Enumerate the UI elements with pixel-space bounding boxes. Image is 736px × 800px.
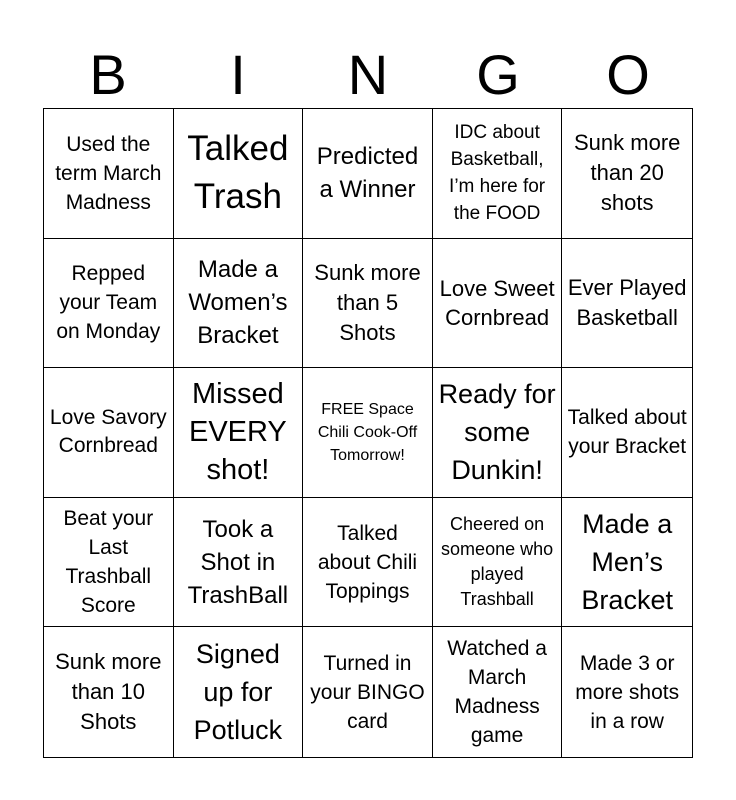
cell-label: Cheered on someone who played Trashball	[441, 514, 554, 610]
cell-label: Ever Played Basketball	[567, 274, 687, 330]
header-letter-b: B	[89, 43, 127, 106]
bingo-cell-b3[interactable]	[44, 368, 174, 498]
bingo-cell-b1[interactable]	[44, 109, 174, 239]
cell-label: Love Savory Cornbread	[49, 406, 167, 458]
bingo-cell-g3[interactable]	[433, 368, 563, 498]
bingo-cell-n1[interactable]	[303, 109, 433, 239]
cell-label: Missed EVERY shot!	[188, 378, 287, 487]
bingo-cell-i3[interactable]	[174, 368, 304, 498]
cell-label: Made 3 or more shots in a row	[575, 651, 680, 733]
cell-label: Repped your Team on Monday	[56, 262, 161, 344]
cell-label: Turned in your BINGO card	[310, 651, 425, 733]
cell-label: Love Sweet Cornbread	[439, 275, 555, 330]
cell-label: Took a Shot in TrashBall	[187, 515, 289, 609]
bingo-cell-i4[interactable]	[174, 498, 304, 628]
cell-label: Talked about your Bracket	[567, 406, 687, 459]
bingo-cell-g5[interactable]	[433, 627, 563, 757]
bingo-cell-i1[interactable]	[174, 109, 304, 239]
bingo-cell-o3[interactable]	[562, 368, 692, 498]
header-letter-i: I	[230, 43, 246, 106]
cell-label: Made a Women’s Bracket	[188, 256, 288, 350]
bingo-cell-o2[interactable]	[562, 239, 692, 369]
bingo-board	[43, 108, 693, 758]
bingo-cell-g1[interactable]	[433, 109, 563, 239]
bingo-cell-o1[interactable]	[562, 109, 692, 239]
bingo-cell-n5[interactable]	[303, 627, 433, 757]
bingo-cell-b2[interactable]	[44, 239, 174, 369]
bingo-cell-b5[interactable]	[44, 627, 174, 757]
bingo-cell-i5[interactable]	[174, 627, 304, 757]
cell-label: Used the term March Madness	[55, 132, 162, 214]
cell-label: FREE Space Chili Cook-Off Tomorrow!	[317, 400, 418, 464]
cell-label: Watched a March Madness game	[447, 637, 547, 748]
bingo-cell-n3[interactable]	[303, 368, 433, 498]
cell-label: IDC about Basketball, I’m here for the FOOD	[449, 122, 546, 225]
cell-label: Made a Men’s Bracket	[581, 509, 673, 616]
bingo-cell-b4[interactable]	[44, 498, 174, 628]
cell-label: Sunk more than 10 Shots	[55, 649, 162, 735]
bingo-cell-g4[interactable]	[433, 498, 563, 628]
cell-label: Talked Trash	[187, 129, 289, 217]
cell-label: Predicted a Winner	[316, 143, 419, 204]
bingo-cell-g2[interactable]	[433, 239, 563, 369]
cell-label: Signed up for Potluck	[193, 639, 283, 746]
header-letter-g: G	[476, 43, 520, 106]
cell-label: Talked about Chili Toppings	[317, 521, 418, 603]
cell-label: Sunk more than 20 shots	[574, 130, 681, 216]
bingo-cell-o4[interactable]	[562, 498, 692, 628]
bingo-cell-o5[interactable]	[562, 627, 692, 757]
cell-label: Ready for some Dunkin!	[438, 379, 556, 486]
bingo-cell-n2[interactable]	[303, 239, 433, 369]
cell-label: Beat your Last Trashball Score	[63, 507, 154, 618]
bingo-cell-n4[interactable]	[303, 498, 433, 628]
bingo-header	[43, 44, 693, 106]
header-letter-n: N	[347, 43, 389, 106]
header-letter-o: O	[606, 43, 650, 106]
cell-label: Sunk more than 5 Shots	[314, 259, 421, 345]
bingo-cell-i2[interactable]	[174, 239, 304, 369]
